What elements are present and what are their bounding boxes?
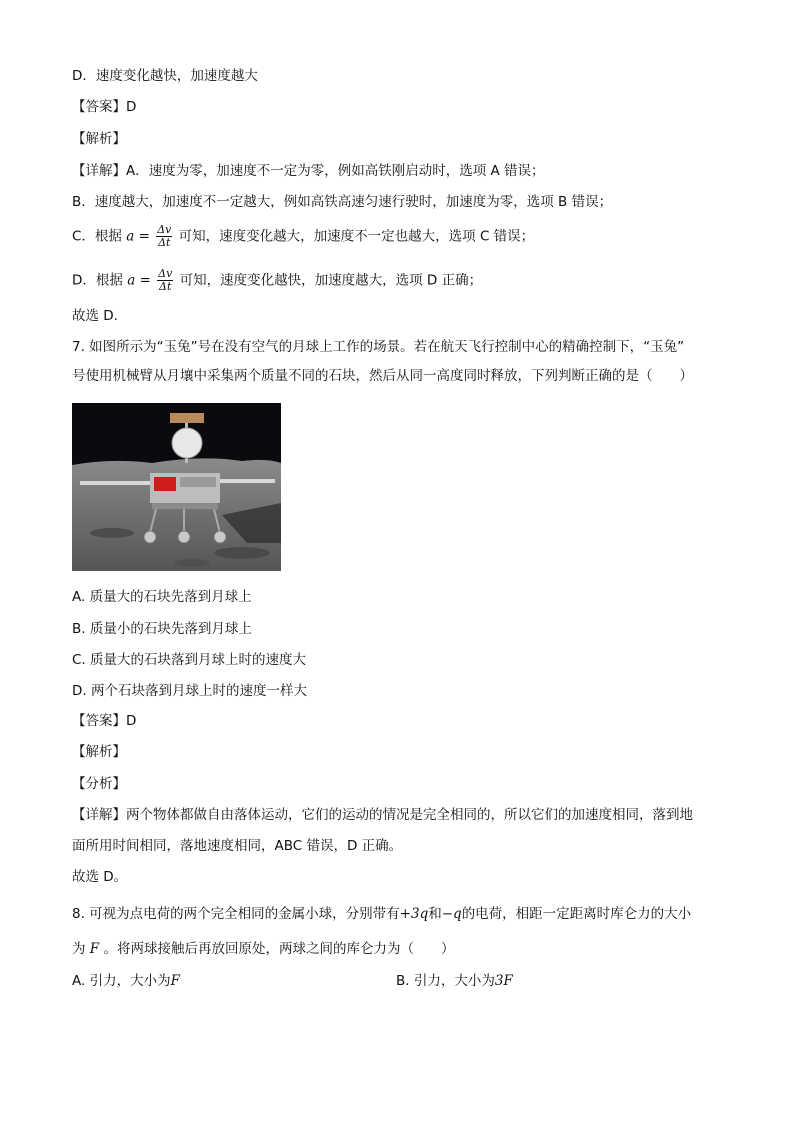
q8-option-b-value: 3F: [494, 973, 513, 989]
q7-analysis2-label: 【分析】: [72, 776, 126, 792]
formula-denominator: Δt: [158, 236, 171, 249]
q8-stem-line2: [72, 939, 454, 959]
answer-value: D: [126, 99, 137, 115]
answer-label: 【答案】: [72, 713, 126, 729]
q6-detail-c: [72, 224, 534, 249]
q8-stem-part-b: 和: [428, 906, 442, 922]
detail-d-suffix: 可知，速度变化越快，加速度越大，选项 D 正确；: [179, 272, 483, 289]
q7-option-d: D. 两个石块落到月球上时的速度一样大: [72, 683, 307, 699]
q6-analysis-label: 【解析】: [72, 131, 126, 147]
q6-detail-d: [72, 268, 482, 293]
q8-option-a-value: F: [170, 973, 180, 989]
q7-detail-line1: 【详解】两个物体都做自由落体运动，它们的运动的情况是完全相同的，所以它们的加速度相同，落到地: [72, 807, 693, 823]
q7-option-b: B. 质量小的石块先落到月球上: [72, 621, 252, 637]
q8-stem-part-c: 的电荷，相距一定距离时库仑力的大小: [461, 906, 692, 922]
q7-option-c: C. 质量大的石块落到月球上时的速度大: [72, 652, 307, 668]
charge-positive: +3q: [399, 906, 429, 922]
q8-stem2-part-b: 。将两球接触后再放回原处，两球之间的库仑力为（ ）: [103, 941, 455, 957]
q6-conclusion: 故选 D.: [72, 308, 118, 324]
formula-fraction: [157, 268, 173, 293]
q6-detail-b: B．速度越大，加速度不一定越大，例如高铁高速匀速行驶时，加速度为零，选项 B 错误；: [72, 194, 613, 210]
force-symbol: F: [89, 941, 100, 957]
charge-negative: −q: [441, 906, 462, 922]
yutu-rover-photo: [72, 403, 281, 571]
formula-denominator: Δt: [159, 280, 172, 293]
formula-lhs: a =: [127, 272, 151, 289]
q7-stem-line1: 7. 如图所示为“玉兔”号在没有空气的月球上工作的场景。若在航天飞行控制中心的精确控制下，“玉兔”: [72, 339, 685, 355]
q8-option-a-text: A. 引力，大小为: [72, 973, 171, 989]
formula-numerator: Δv: [157, 223, 172, 236]
formula-numerator: Δv: [158, 267, 173, 280]
q6-answer: [72, 97, 136, 117]
q7-stem-line2: 号使用机械臂从月壤中采集两个质量不同的石块，然后从同一高度同时释放，下列判断正确的是（ ）: [72, 368, 693, 384]
answer-value: D: [126, 713, 137, 729]
formula-lhs: a =: [126, 228, 150, 245]
q8-stem-line1: [72, 904, 691, 924]
q8-option-b-text: B. 引力，大小为: [396, 973, 495, 989]
q7-detail-line2: 面所用时间相同，落地速度相同，ABC 错误，D 正确。: [72, 838, 403, 854]
q6-option-d: D．速度变化越快，加速度越大: [72, 68, 258, 84]
q8-stem-part-a: 8. 可视为点电荷的两个完全相同的金属小球，分别带有: [72, 906, 400, 922]
q8-stem2-part-a: 为: [72, 941, 86, 957]
q8-option-b: [396, 971, 513, 991]
q7-analysis-label: 【解析】: [72, 744, 126, 760]
q7-answer: [72, 711, 136, 731]
q7-conclusion: 故选 D。: [72, 869, 128, 885]
detail-c-suffix: 可知，速度变化越大，加速度不一定也越大，选项 C 错误；: [178, 228, 535, 245]
answer-label: 【答案】: [72, 99, 126, 115]
q6-detail-a: 【详解】A．速度为零，加速度不一定为零，例如高铁刚启动时，选项 A 错误；: [72, 163, 545, 179]
formula-fraction: [156, 224, 172, 249]
detail-d-prefix: D．根据: [72, 272, 123, 289]
q7-option-a: A. 质量大的石块先落到月球上: [72, 589, 252, 605]
q8-option-a: [72, 971, 180, 991]
detail-c-prefix: C．根据: [72, 228, 122, 245]
